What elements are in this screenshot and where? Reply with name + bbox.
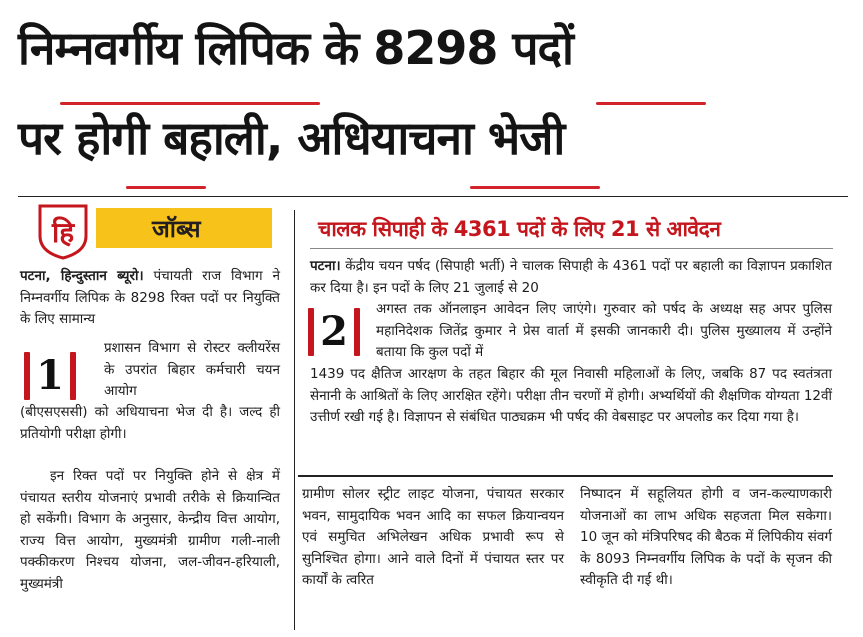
- hindustan-logo: [36, 202, 90, 260]
- story2-dateline: पटना।: [310, 258, 341, 274]
- story2-bottom-rule: [298, 475, 833, 477]
- story1-text-a: पंचायती राज विभाग ने निम्नवर्गीय लिपिक के 8298 रिक्त पदों पर नियुक्ति के लिए सामान्य: [20, 268, 280, 327]
- story1-column-3: [580, 484, 832, 592]
- story2-text-a: केंद्रीय चयन पर्षद (सिपाही भर्ती) ने चालक सिपाही के 4361 पदों पर बहाली का विज्ञापन प्रकाशित कर दिया है। इन पदों के लिए 21 जुलाई से 20: [310, 258, 832, 296]
- story2-text-b: अगस्त तक ऑनलाइन आवेदन लिए जाएंगे। गुरुवार को पर्षद के अध्यक्ष सह अपर पुलिस महानिदेशक जितेंद्र कुमार ने प्रेस वार्ता में इसकी जानकारी दी। पुलिस मुख्यालय में उन्होंने बताया कि कुल पदों में: [376, 301, 832, 360]
- story2-headline: चालक सिपाही के 4361 पदों के लिए 21 से आवेदन: [318, 217, 721, 241]
- story2-marker: [306, 308, 362, 356]
- marker-number: 2: [320, 308, 348, 355]
- marker-number: 1: [36, 352, 64, 399]
- headline-divider: [18, 196, 848, 197]
- story1-dateline: पटना, हिन्दुस्तान ब्यूरो।: [20, 268, 144, 284]
- story1-text-b: प्रशासन विभाग से रोस्टर क्लीयरेंस के उपरांत बिहार कर्मचारी चयन आयोग: [104, 340, 280, 399]
- story2-text-c-block: [310, 364, 832, 429]
- story1-text-c: (बीएसएससी) को अधियाचना भेज दी है। जल्द ही प्रतियोगी परीक्षा होगी।: [20, 404, 280, 442]
- headline-accent-underline: [470, 186, 600, 189]
- section-label: जॉब्स: [152, 215, 201, 243]
- story2-text-b-block: [376, 299, 832, 364]
- story1-intro: [20, 266, 280, 331]
- story1-marker: [22, 352, 78, 400]
- story1-para2-text: इन रिक्त पदों पर नियुक्ति होने से क्षेत्र में पंचायत स्तरीय योजनाएं प्रभावी तरीके से क्रियान्वित हो सकेंगी। विभाग के अनुसार, केन्द्रीय वित्त आयोग, राज्य वित्त आयोग, मुख्यमंत्री ग्रामीण गली-नाली पक्कीकरण निश्चय योजना, जल-जीवन-हरियाली, मुख्यमंत्री: [20, 468, 280, 592]
- story1-col3-text: निष्पादन में सहूलियत होगी व जन-कल्याणकारी योजनाओं का लाभ अधिक सहजता मिल सकेगा। 10 जून को मंत्रिपरिषद की बैठक में लिपिकीय संवर्ग के 8093 निम्नवर्गीय लिपिक के पदों के सृजन की स्वीकृति दी गई थी।: [580, 486, 832, 588]
- column-divider: [294, 210, 295, 630]
- story2-intro: [310, 256, 832, 299]
- headline-line-2: पर होगी बहाली, अधियाचना भेजी: [18, 111, 565, 165]
- headline-accent-underline: [126, 186, 206, 189]
- story1-text-c-block: [20, 402, 280, 445]
- story1-para2: [20, 466, 280, 595]
- shield-logo-icon: [36, 202, 90, 260]
- story1-text-b-block: [104, 338, 280, 403]
- logo-letter: हि: [51, 216, 75, 249]
- story1-col2-text: ग्रामीण सोलर स्ट्रीट लाइट योजना, पंचायत सरकार भवन, सामुदायिक भवन आदि का सफल क्रियान्वयन एवं समुचित अभिलेखन अधिक प्रभावी रूप से सुनिश्चित होगा। आने वाले दिनों में पंचायत स्तर पर कार्यों के त्वरित: [302, 486, 564, 588]
- story1-column-2: [302, 484, 564, 592]
- headline-accent-underline: [596, 102, 706, 105]
- headline-accent-underline: [60, 102, 320, 105]
- story2-text-c: 1439 पद क्षैतिज आरक्षण के तहत बिहार की मूल निवासी महिलाओं के लिए, जबकि 87 पद स्वतंत्रता सेनानी के आश्रितों के लिए आरक्षित रहेंगे। परीक्षा तीन चरणों में होगी। अभ्यर्थियों की शैक्षणिक योग्यता 12वीं उत्तीर्ण रखी गई है। विज्ञापन से संबंधित पाठ्यक्रम भी पर्षद की वेबसाइट पर अपलोड कर दिया गया है।: [310, 366, 832, 425]
- story2-top-rule: [310, 248, 833, 249]
- headline-line-1: निम्नवर्गीय लिपिक के 8298 पदों: [18, 21, 573, 75]
